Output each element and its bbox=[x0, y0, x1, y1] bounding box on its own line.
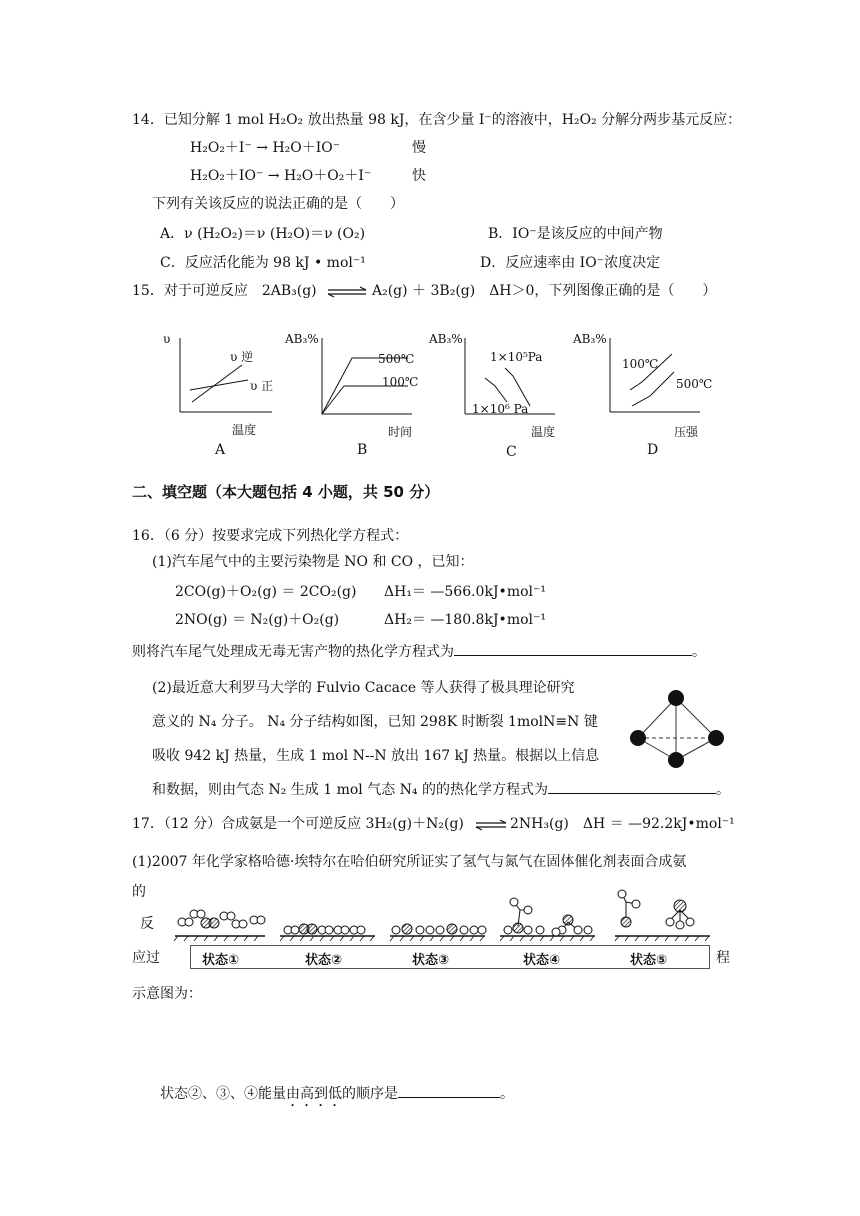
q14-step2-equation: H₂O₂＋IO⁻ → H₂O＋O₂＋I⁻ bbox=[190, 168, 372, 184]
q16-ask2 bbox=[152, 778, 730, 800]
q14-stem: 14．已知分解 1 mol H₂O₂ 放出热量 98 kJ，在含少量 I⁻的溶液中，H₂O₂ 分解分两步基元反应： bbox=[132, 112, 742, 128]
q17-stem-right: 2NH₃(g) ΔH ＝ —92.2kJ•mol⁻¹ bbox=[510, 816, 735, 832]
q17-part1-line1: (1)2007 年化学家格哈德·埃特尔在哈伯研究所证实了氢气与氮气在固体催化剂表面合成氨 bbox=[132, 854, 687, 870]
section2-title: 二、填空题（本大题包括 4 小题，共 50 分） bbox=[132, 483, 440, 501]
state-3-label: 状态③ bbox=[412, 953, 450, 968]
q17-ask-emphasis: 由高到低 bbox=[286, 1086, 342, 1102]
graph-c-caption: C bbox=[506, 444, 517, 460]
q16-ask2-text: 和数据，则由气态 N₂ 生成 1 mol 气态 N₄ 的的热化学方程式为 bbox=[152, 782, 548, 798]
graph-c-1e5-curve bbox=[505, 368, 530, 406]
state-1-label: 状态① bbox=[202, 953, 240, 968]
q14-step1-equation: H₂O₂＋I⁻ → H₂O＋IO⁻ bbox=[190, 140, 341, 156]
graph-b-curve2-label: 100℃ bbox=[382, 375, 419, 389]
q17-answer-blank[interactable] bbox=[398, 1082, 500, 1098]
q17-ask bbox=[160, 1082, 514, 1110]
graph-d-curve2-label: 500℃ bbox=[676, 377, 713, 391]
q16-answer1-blank[interactable] bbox=[454, 640, 692, 656]
q17-text-cheng: 程 bbox=[716, 950, 730, 966]
q16-part2-line2: 意义的 N₄ 分子。 N₄ 分子结构如图，已知 298K 时断裂 1molN≡N 键 bbox=[152, 714, 598, 730]
q17-part1-line4: 示意图为： bbox=[132, 986, 202, 1002]
q16-eq2-dh: ΔH₂＝ —180.8kJ•mol⁻¹ bbox=[384, 612, 546, 628]
equilibrium-arrow-icon bbox=[474, 819, 508, 831]
graph-a-reverse-line bbox=[192, 365, 242, 402]
q16-part2-line3: 吸收 942 kJ 热量，生成 1 mol N--N 放出 167 kJ 热量。根据以上信息 bbox=[152, 748, 600, 764]
q16-ask1-text: 则将汽车尾气处理成无毒无害产物的热化学方程式为 bbox=[132, 644, 454, 660]
graph-d-500c-curve bbox=[632, 372, 674, 406]
q16-ask1-end: 。 bbox=[692, 644, 706, 660]
equilibrium-arrow-icon bbox=[326, 286, 368, 298]
q16-eq2: 2NO(g) ＝ N₂(g)＋O₂(g) bbox=[175, 612, 340, 628]
graph-a-curve2-label: υ 正 bbox=[250, 379, 274, 393]
q15-stem-left: 15．对于可逆反应 2AB₃(g) bbox=[132, 283, 317, 299]
q14-option-c: C．反应活化能为 98 kJ • mol⁻¹ bbox=[160, 255, 366, 271]
state-5-label: 状态⑤ bbox=[630, 953, 668, 968]
graph-d-curve1-label: 100℃ bbox=[622, 357, 659, 371]
graph-a-curve1-label: υ 逆 bbox=[230, 350, 254, 364]
q14-step2-rate: 快 bbox=[412, 168, 426, 184]
q14-option-d: D．反应速率由 IO⁻浓度决定 bbox=[480, 255, 661, 271]
q17-ask-post: 的顺序是 bbox=[342, 1086, 398, 1102]
q17-ask-pre: 状态②、③、④能量 bbox=[160, 1086, 286, 1102]
q17-text-fan: 反 bbox=[140, 916, 154, 932]
q16-stem: 16．（6 分）按要求完成下列热化学方程式： bbox=[132, 528, 409, 544]
q15-stem-right: A₂(g) ＋ 3B₂(g) ΔH＞0，下列图像正确的是（ ） bbox=[372, 283, 717, 299]
graph-b-caption: B bbox=[357, 442, 368, 458]
q16-answer2-blank[interactable] bbox=[548, 778, 716, 794]
q17-stem-left: 17．（12 分）合成氨是一个可逆反应 3H₂(g)＋N₂(g) bbox=[132, 816, 464, 832]
graph-d-xlabel: 压强 bbox=[674, 425, 699, 439]
q14-option-b: B．IO⁻是该反应的中间产物 bbox=[488, 226, 663, 242]
graph-a-xlabel: 温度 bbox=[232, 423, 257, 437]
state-2-label: 状态② bbox=[305, 953, 343, 968]
q17-text-yingguo: 应过 bbox=[132, 950, 160, 966]
q16-ask2-end: 。 bbox=[715, 782, 730, 798]
q16-part1: (1)汽车尾气中的主要污染物是 NO 和 CO ，已知： bbox=[152, 554, 474, 570]
reaction-process-diagram bbox=[170, 880, 715, 942]
state-4-label: 状态④ bbox=[523, 953, 561, 968]
graph-a-ylabel: υ bbox=[163, 332, 171, 346]
graph-b-curve1-label: 500℃ bbox=[378, 352, 415, 366]
q17-ask-end: 。 bbox=[500, 1086, 514, 1102]
q14-question: 下列有关该反应的说法正确的是（ ） bbox=[152, 196, 404, 212]
q17-part1-line2: 的 bbox=[132, 884, 146, 900]
graph-d-caption: D bbox=[647, 442, 659, 458]
q16-ask1 bbox=[132, 640, 706, 662]
n4-molecule-diagram bbox=[624, 686, 728, 770]
graph-a-caption: A bbox=[215, 442, 226, 458]
graph-c-xlabel: 温度 bbox=[531, 425, 556, 439]
q16-part2-line1: (2)最近意大利罗马大学的 Fulvio Cacace 等人获得了极具理论研究 bbox=[152, 680, 575, 696]
q16-eq1-dh: ΔH₁＝ —566.0kJ•mol⁻¹ bbox=[384, 584, 546, 600]
graph-c-ylabel: AB₃% bbox=[429, 332, 463, 346]
graph-c-1e6-curve bbox=[485, 378, 507, 402]
q16-eq1: 2CO(g)＋O₂(g) ＝ 2CO₂(g) bbox=[175, 584, 357, 600]
graph-b-ylabel: AB₃% bbox=[285, 332, 319, 346]
q14-option-a: A．ν (H₂O₂)＝ν (H₂O)＝ν (O₂) bbox=[160, 226, 366, 242]
graph-c-curve2-label: 1×10⁶ Pa bbox=[472, 402, 529, 416]
graph-d-ylabel: AB₃% bbox=[573, 332, 607, 346]
q14-step1-rate: 慢 bbox=[412, 140, 426, 156]
graph-c-curve1-label: 1×10⁵Pa bbox=[490, 350, 543, 364]
graph-b-xlabel: 时间 bbox=[388, 425, 413, 439]
